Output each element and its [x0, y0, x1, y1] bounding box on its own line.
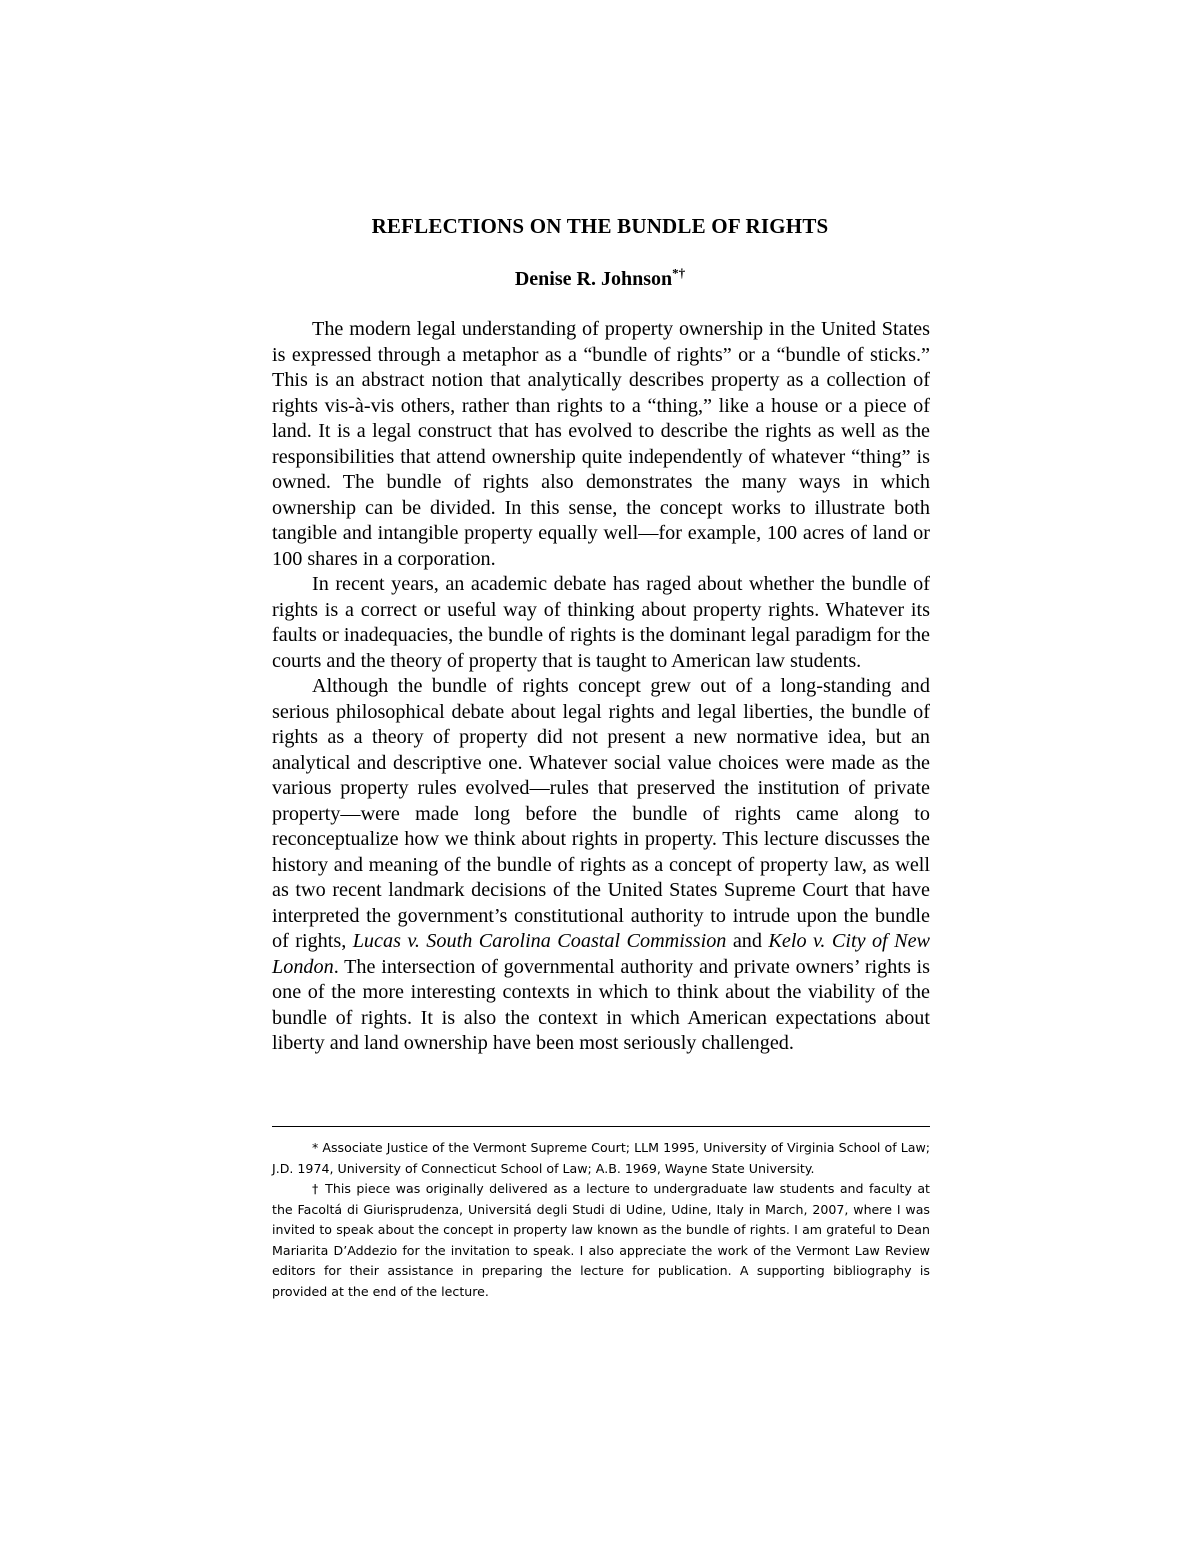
footnote-separator	[272, 1126, 930, 1127]
case-citation-kelo: Kelo v. City of New London	[272, 930, 930, 978]
author-footnote-marks: *†	[672, 265, 686, 281]
body-paragraph-1: The modern legal understanding of property ownership in the United States is expressed through a metaphor as a “bundle of rights” or a “bundle of sticks.” This is an abstract notion that analytically describes property as a collection of rights vis-à-vis others, rather than rights to a “thing,” like a house or a piece of land. It is a legal construct that has evolved to describe the rights as well as the responsibilities that attend ownership quite independently of whatever “thing” is owned. The bundle of rights also demonstrates the many ways in which ownership can be divided. In this sense, the concept works to illustrate both tangible and intangible property equally well—for example, 100 acres of land or 100 shares in a corporation.	[272, 318, 930, 570]
paragraph-3-text-c: . The intersection of governmental authority and private owners’ rights is one of the more interesting contexts in which to think about the viability of the bundle of rights. It is also the context in which American expectations about liberty and land ownership have been most seriously challenged.	[272, 955, 930, 1054]
article-body	[272, 317, 930, 1057]
body-paragraph-3	[272, 674, 930, 1057]
author-name: Denise R. Johnson	[514, 268, 673, 290]
author-line	[0, 265, 1200, 291]
paragraph-3-text-b: and	[726, 930, 769, 952]
article-title: REFLECTIONS ON THE BUNDLE OF RIGHTS	[371, 214, 829, 238]
case-citation-lucas: Lucas v. South Carolina Coastal Commission	[352, 930, 727, 952]
body-paragraph-2: In recent years, an academic debate has raged about whether the bundle of rights is a correct or useful way of thinking about property rights. Whatever its faults or inadequacies, the bundle of rights is the dominant legal paradigm for the courts and the theory of property that is taught to American law students.	[272, 573, 930, 672]
footnotes	[272, 1138, 930, 1302]
footnote-1: * Associate Justice of the Vermont Supreme Court; LLM 1995, University of Virginia School of Law; J.D. 1974, University of Connecticut School of Law; A.B. 1969, Wayne State University.	[272, 1140, 930, 1176]
footnote-2: † This piece was originally delivered as a lecture to undergraduate law students and faculty at the Facoltá di Giurisprudenza, Universitá degli Studi di Udine, Udine, Italy in March, 2007, where I was invited to speak about the concept in property law known as the bundle of rights. I am grateful to Dean Mariarita D’Addezio for the invitation to speak. I also appreciate the work of the Vermont Law Review editors for their assistance in preparing the lecture for publication. A supporting bibliography is provided at the end of the lecture.	[272, 1181, 930, 1299]
paragraph-3-text-a: Although the bundle of rights concept grew out of a long-standing and serious philosophical debate about legal rights and legal liberties, the bundle of rights as a theory of property did not present a new normative idea, but an analytical and descriptive one. Whatever social value choices were made as the various property rules evolved—rules that preserved the institution of private property—were made long before the bundle of rights came along to reconceptualize how we think about rights in property. This lecture discusses the history and meaning of the bundle of rights as a concept of property law, as well as two recent landmark decisions of the United States Supreme Court that have interpreted the government’s constitutional authority to intrude upon the bundle of rights,	[272, 675, 930, 952]
